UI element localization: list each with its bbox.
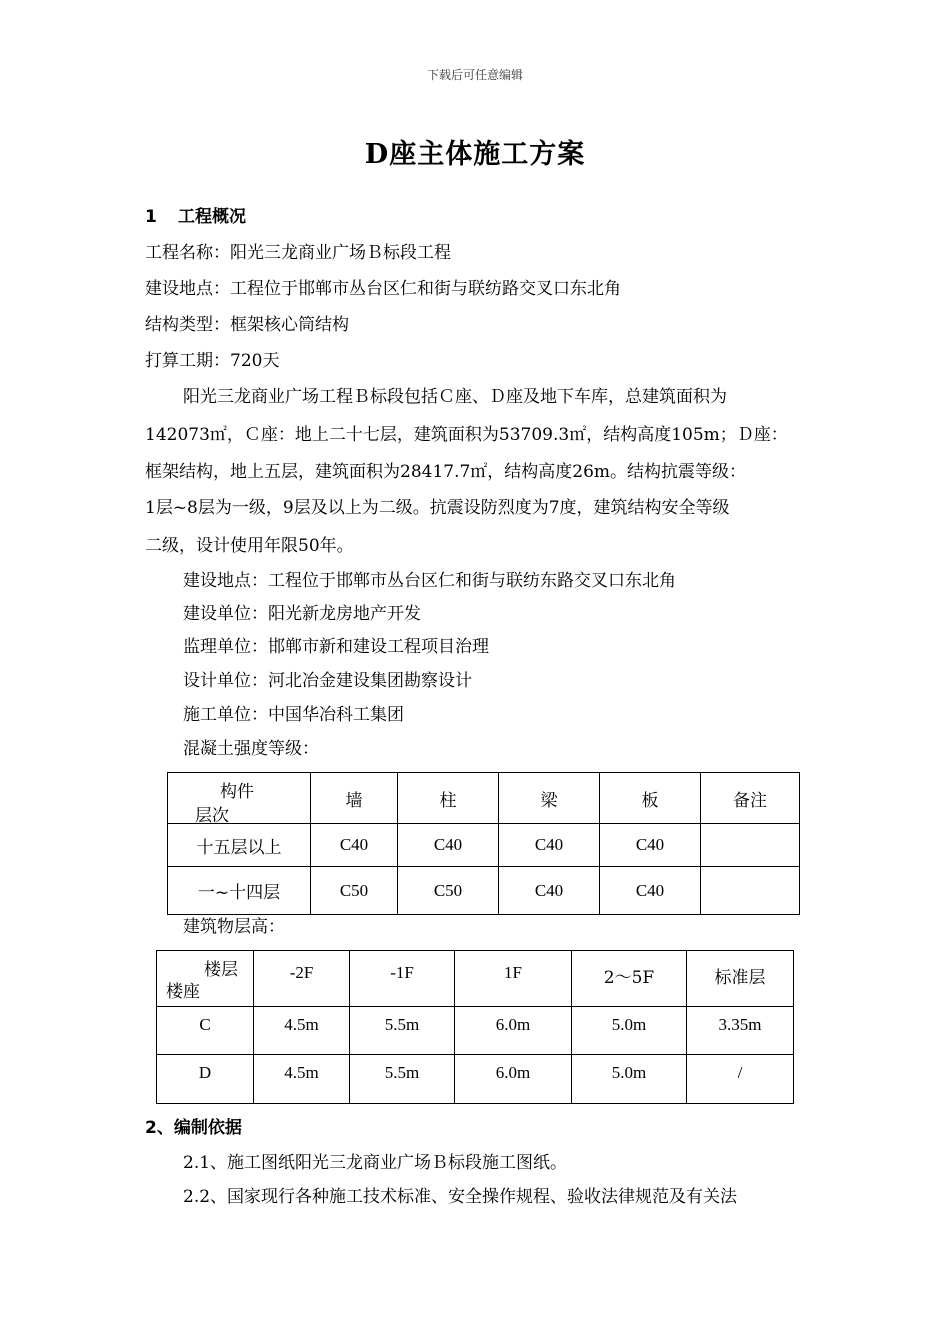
table-cell: 5.5m bbox=[350, 1007, 455, 1055]
column-header: -1F bbox=[350, 951, 455, 1007]
basis-line: 2.2、国家现行各种施工技术标准、安全操作规程、验收法律规范及有关法 bbox=[183, 1187, 738, 1207]
table-cell: C40 bbox=[499, 824, 600, 867]
table-cell: 4.5m bbox=[254, 1055, 350, 1104]
paragraph-line: 二级，设计使用年限50年。 bbox=[145, 536, 354, 556]
table-cell: 3.35m bbox=[687, 1007, 794, 1055]
corner-bottom-label: 层次 bbox=[195, 806, 229, 826]
detail-line: 施工单位：中国华冶科工集团 bbox=[183, 705, 404, 725]
column-header: 2～5F bbox=[572, 951, 687, 1007]
paragraph-line: 1层~8层为一级，9层及以上为二级。抗震设防烈度为7度，建筑结构安全等级 bbox=[145, 498, 730, 518]
table-cell: 6.0m bbox=[455, 1007, 572, 1055]
section-1-heading bbox=[145, 206, 246, 228]
table-cell: 6.0m bbox=[455, 1055, 572, 1104]
concrete-strength-table bbox=[167, 772, 800, 915]
column-header: 板 bbox=[600, 773, 701, 824]
concrete-label: 混凝土强度等级： bbox=[183, 739, 319, 759]
table-cell: C50 bbox=[398, 867, 499, 915]
corner-top-label: 楼层 bbox=[204, 960, 238, 980]
table-cell: 4.5m bbox=[254, 1007, 350, 1055]
table-row bbox=[168, 824, 800, 867]
floor-height-table bbox=[156, 950, 794, 1104]
table-row bbox=[157, 1007, 794, 1055]
corner-top-label: 构件 bbox=[220, 782, 254, 802]
paragraph-line: 框架结构，地上五层，建筑面积为28417.7㎡，结构高度26m。结构抗震等级： bbox=[145, 462, 747, 482]
table-cell: 5.5m bbox=[350, 1055, 455, 1104]
section-title: 工程概况 bbox=[178, 207, 246, 227]
info-line: 建设地点：工程位于邯郸市丛台区仁和街与联纺路交叉口东北角 bbox=[145, 279, 621, 299]
table-cell: C40 bbox=[600, 867, 701, 915]
info-line: 工程名称：阳光三龙商业广场Ｂ标段工程 bbox=[145, 243, 451, 263]
column-header: -2F bbox=[254, 951, 350, 1007]
table-cell: C40 bbox=[398, 824, 499, 867]
table-cell: C40 bbox=[499, 867, 600, 915]
table-corner-cell bbox=[157, 951, 254, 1007]
row-label: 十五层以上 bbox=[168, 824, 311, 867]
row-label: C bbox=[157, 1007, 254, 1055]
corner-bottom-label: 楼座 bbox=[166, 982, 200, 1002]
detail-line: 设计单位：河北冶金建设集团勘察设计 bbox=[183, 671, 472, 691]
paragraph-line: 阳光三龙商业广场工程Ｂ标段包括Ｃ座、Ｄ座及地下车库，总建筑面积为 bbox=[183, 387, 727, 407]
detail-line: 监理单位：邯郸市新和建设工程项目治理 bbox=[183, 637, 489, 657]
section-number: 1 bbox=[145, 207, 157, 227]
table-cell: C40 bbox=[600, 824, 701, 867]
info-line: 打算工期：720天 bbox=[145, 351, 280, 371]
header-note: 下载后可任意编辑 bbox=[426, 68, 523, 82]
table-cell bbox=[701, 824, 800, 867]
section-2-heading: 2、编制依据 bbox=[145, 1118, 242, 1138]
column-header: 标准层 bbox=[687, 951, 794, 1007]
detail-line: 建设地点：工程位于邯郸市丛台区仁和街与联纺东路交叉口东北角 bbox=[183, 571, 676, 591]
table-row bbox=[168, 867, 800, 915]
column-header: 梁 bbox=[499, 773, 600, 824]
basis-line: 2.1、施工图纸阳光三龙商业广场Ｂ标段施工图纸。 bbox=[183, 1153, 568, 1173]
table-corner-cell bbox=[168, 773, 311, 824]
column-header: 1F bbox=[455, 951, 572, 1007]
table-cell bbox=[701, 867, 800, 915]
table-cell: / bbox=[687, 1055, 794, 1104]
row-label: D bbox=[157, 1055, 254, 1104]
document-title: D座主体施工方案 bbox=[364, 139, 586, 170]
paragraph-line: 142073㎡，Ｃ座：地上二十七层，建筑面积为53709.3㎡，结构高度105m；Ｄ座： bbox=[145, 425, 788, 445]
table-cell: C50 bbox=[311, 867, 398, 915]
table-cell: 5.0m bbox=[572, 1055, 687, 1104]
table-cell: 5.0m bbox=[572, 1007, 687, 1055]
column-header: 备注 bbox=[701, 773, 800, 824]
height-label: 建筑物层高： bbox=[183, 917, 285, 937]
detail-line: 建设单位：阳光新龙房地产开发 bbox=[183, 604, 421, 624]
info-line: 结构类型：框架核心筒结构 bbox=[145, 315, 349, 335]
column-header: 柱 bbox=[398, 773, 499, 824]
column-header: 墙 bbox=[311, 773, 398, 824]
table-row bbox=[157, 1055, 794, 1104]
table-cell: C40 bbox=[311, 824, 398, 867]
row-label: 一~十四层 bbox=[168, 867, 311, 915]
